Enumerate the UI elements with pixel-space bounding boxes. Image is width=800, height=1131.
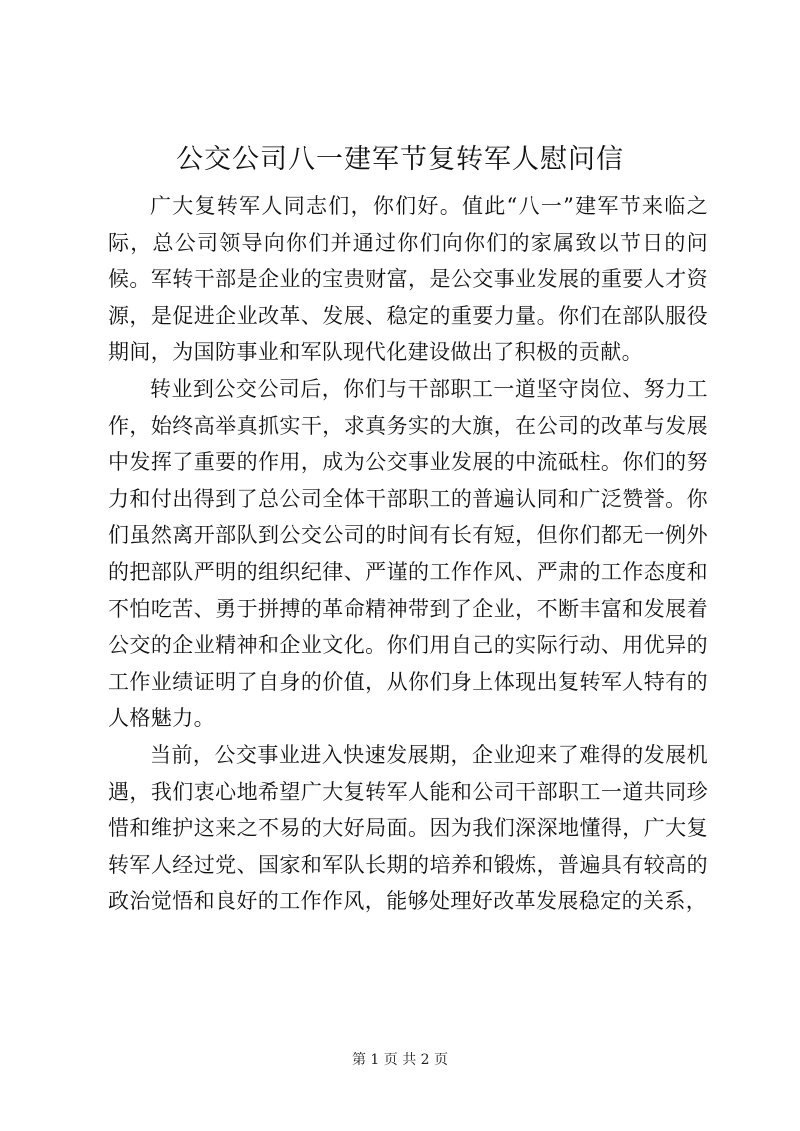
paragraph-1: 广大复转军人同志们，你们好。值此“八一”建军节来临之际，总公司领导向你们并通过你们向你们的家属致以节日的问候。军转干部是企业的宝贵财富，是公交事业发展的重要人才资源，是促进企业改革、发展、稳定的重要力量。你们在部队服役期间，为国防事业和军队现代化建设做出了积极的贡献。 bbox=[108, 194, 708, 365]
document-title: 公交公司八一建军节复转军人慰问信 bbox=[176, 144, 624, 175]
document-body bbox=[108, 188, 708, 920]
paragraph-3: 当前，公交事业进入快速发展期，企业迎来了难得的发展机遇，我们衷心地希望广大复转军人能和公司干部职工一道共同珍惜和维护这来之不易的大好局面。因为我们深深地懂得，广大复转军人经过党、国家和军队长期的培养和锻炼，普遍具有较高的政治觉悟和良好的工作作风，能够处理好改革发展稳定的关系， bbox=[108, 742, 708, 914]
paragraph-2: 转业到公交公司后，你们与干部职工一道坚守岗位、努力工作，始终高举真抓实干，求真务实的大旗，在公司的改革与发展中发挥了重要的作用，成为公交事业发展的中流砥柱。你们的努力和付出得到了总公司全体干部职工的普遍认同和广泛赞誉。你们虽然离开部队到公交公司的时间有长有短，但你们都无一例外的把部队严明的组织纪律、严谨的工作作风、严肃的工作态度和不怕吃苦、勇于拼搏的革命精神带到了企业，不断丰富和发展着公交的企业精神和企业文化。你们用自己的实际行动、用优异的工作业绩证明了自身的价值，从你们身上体现出复转军人特有的人格魅力。 bbox=[108, 376, 708, 731]
page-footer: 第 1 页 共 2 页 bbox=[351, 1052, 449, 1068]
